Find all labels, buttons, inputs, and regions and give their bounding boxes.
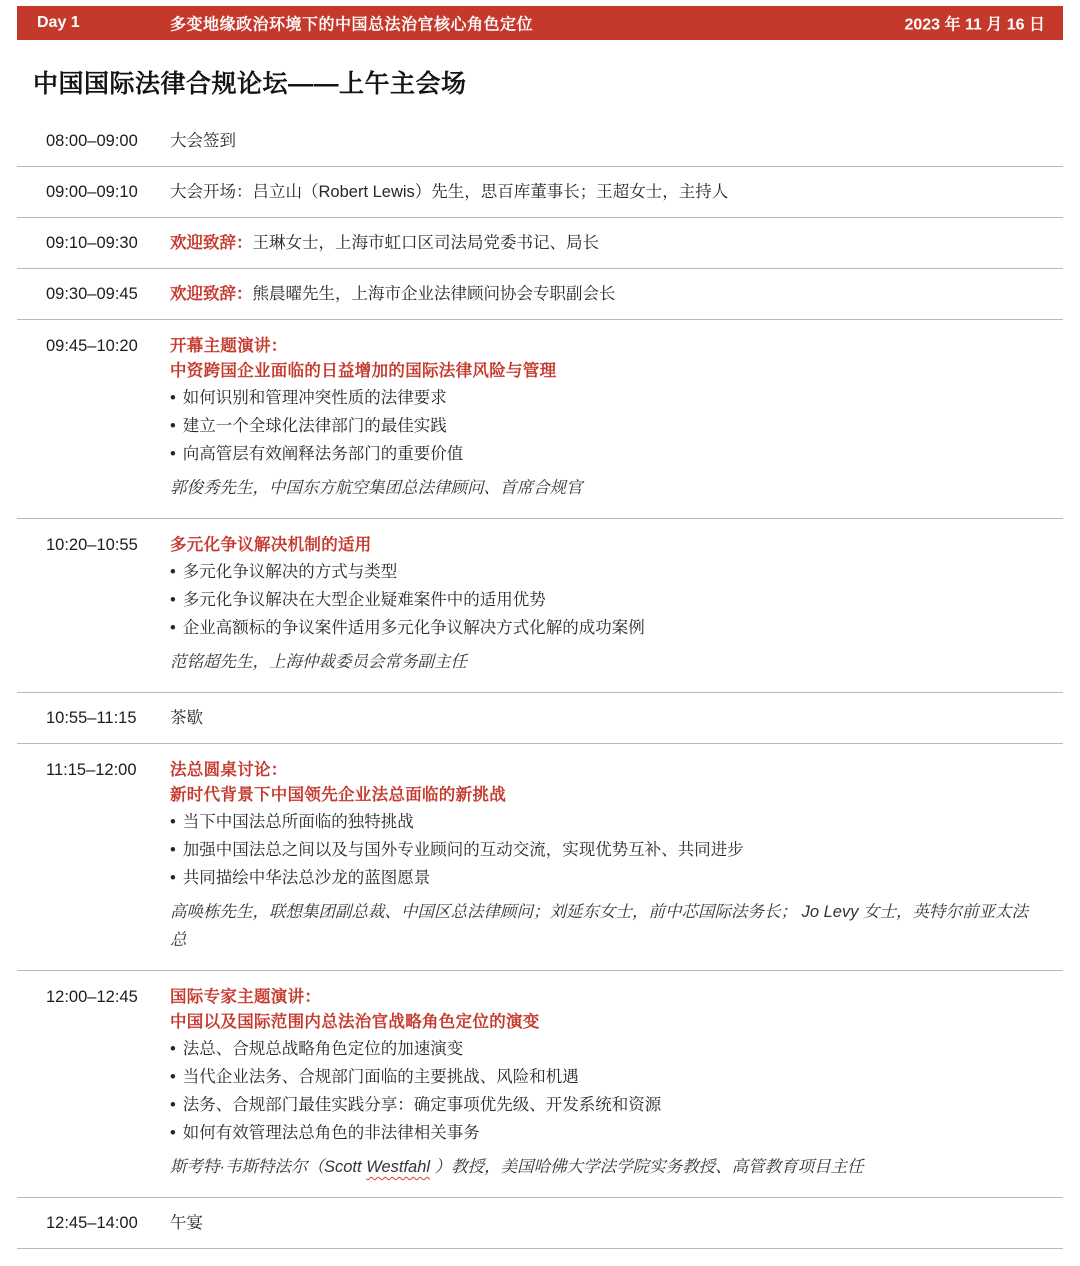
time-slot: 12:45–14:00 bbox=[46, 1214, 138, 1232]
time-slot: 10:55–11:15 bbox=[46, 709, 137, 727]
bullet-icon: • bbox=[170, 591, 176, 609]
session-content bbox=[170, 334, 1063, 502]
session-label: 欢迎致辞： bbox=[170, 234, 253, 252]
bullet-text: 法总、合规总战略角色定位的加速演变 bbox=[182, 1040, 464, 1058]
session-text: 大会签到 bbox=[170, 132, 236, 150]
session-title: 法总圆桌讨论： bbox=[170, 761, 288, 779]
bullet-icon: • bbox=[170, 1096, 176, 1114]
bullet-text: 如何识别和管理冲突性质的法律要求 bbox=[182, 389, 447, 407]
session-title: 国际专家主题演讲： bbox=[170, 988, 322, 1006]
bullet-item bbox=[170, 412, 1039, 440]
session-title: 中国以及国际范围内总法治官战略角色定位的演变 bbox=[170, 1013, 540, 1031]
bullet-icon: • bbox=[170, 417, 176, 435]
day-label: Day 1 bbox=[37, 14, 80, 31]
bullet-item bbox=[170, 808, 1039, 836]
session-line bbox=[170, 130, 1039, 152]
agenda-row bbox=[17, 693, 1063, 744]
bullet-text: 当代企业法务、合规部门面临的主要挑战、风险和机遇 bbox=[182, 1068, 579, 1086]
time-slot: 09:45–10:20 bbox=[46, 337, 138, 355]
time-slot: 10:20–10:55 bbox=[46, 536, 138, 554]
bullet-text: 企业高额标的争议案件适用多元化争议解决方式化解的成功案例 bbox=[182, 619, 645, 637]
session-text: 王琳女士，上海市虹口区司法局党委书记、局长 bbox=[252, 234, 599, 252]
agenda-row bbox=[17, 971, 1063, 1198]
bullet-text: 多元化争议解决在大型企业疑难案件中的适用优势 bbox=[182, 591, 546, 609]
bullet-item bbox=[170, 1035, 1039, 1063]
bullet-text: 法务、合规部门最佳实践分享：确定事项优先级、开发系统和资源 bbox=[182, 1096, 662, 1114]
bullet-item bbox=[170, 586, 1039, 614]
day-header-bar bbox=[17, 6, 1063, 40]
speaker-line: 高唤栋先生，联想集团副总裁、中国区总法律顾问；刘延东女士，前中芯国际法务长； Jo Levy 女士，英特尔前亚太法总 bbox=[170, 903, 1029, 949]
bullet-item bbox=[170, 614, 1039, 642]
session-line bbox=[170, 1212, 1039, 1234]
bullet-text: 多元化争议解决的方式与类型 bbox=[182, 563, 398, 581]
session-title: 中资跨国企业面临的日益增加的国际法律风险与管理 bbox=[170, 362, 557, 380]
time-slot: 09:10–09:30 bbox=[46, 234, 138, 252]
bullet-item bbox=[170, 440, 1039, 468]
session-content bbox=[170, 707, 1063, 729]
session-content bbox=[170, 232, 1063, 254]
session-title: 多元化争议解决机制的适用 bbox=[170, 536, 372, 554]
bullet-item bbox=[170, 558, 1039, 586]
speaker-line bbox=[170, 1153, 1039, 1181]
bullet-text: 建立一个全球化法律部门的最佳实践 bbox=[182, 417, 447, 435]
bullet-icon: • bbox=[170, 841, 176, 859]
session-content bbox=[170, 181, 1063, 203]
speaker-text-part: 斯考特·韦斯特法尔（Scott bbox=[170, 1158, 367, 1176]
page-title: 中国国际法律合规论坛——上午主会场 bbox=[33, 70, 467, 98]
agenda-row bbox=[17, 269, 1063, 320]
bullet-icon: • bbox=[170, 563, 176, 581]
bullet-item bbox=[170, 384, 1039, 412]
bullet-icon: • bbox=[170, 813, 176, 831]
session-content bbox=[170, 283, 1063, 305]
session-line bbox=[170, 232, 1039, 254]
session-label: 欢迎致辞： bbox=[170, 285, 253, 303]
bullet-text: 当下中国法总所面临的独特挑战 bbox=[182, 813, 414, 831]
session-text: 茶歇 bbox=[170, 709, 203, 727]
bullet-icon: • bbox=[170, 389, 176, 407]
agenda-row bbox=[17, 320, 1063, 519]
bullet-text: 向高管层有效阐释法务部门的重要价值 bbox=[182, 445, 464, 463]
agenda-row bbox=[17, 167, 1063, 218]
session-text: 大会开场：吕立山（Robert Lewis）先生，思百库董事长；王超女士，主持人 bbox=[170, 183, 729, 201]
session-text: 午宴 bbox=[170, 1214, 203, 1232]
session-content bbox=[170, 758, 1063, 954]
agenda-row bbox=[17, 116, 1063, 167]
bullet-item bbox=[170, 864, 1039, 892]
time-slot: 08:00–09:00 bbox=[46, 132, 138, 150]
session-line bbox=[170, 707, 1039, 729]
agenda-row bbox=[17, 519, 1063, 693]
time-slot: 09:30–09:45 bbox=[46, 285, 138, 303]
session-content bbox=[170, 1212, 1063, 1234]
agenda-table bbox=[17, 116, 1063, 1249]
session-line bbox=[170, 283, 1039, 305]
speaker-text-part: Westfahl bbox=[366, 1158, 431, 1176]
bullet-icon: • bbox=[170, 445, 176, 463]
agenda-row bbox=[17, 1198, 1063, 1249]
session-text: 熊晨曜先生，上海市企业法律顾问协会专职副会长 bbox=[252, 285, 616, 303]
day-theme-title: 多变地缘政治环境下的中国总法治官核心角色定位 bbox=[170, 16, 534, 34]
bullet-item bbox=[170, 1063, 1039, 1091]
session-content bbox=[170, 985, 1063, 1181]
time-slot: 12:00–12:45 bbox=[46, 988, 138, 1006]
day-date: 2023 年 11 月 16 日 bbox=[904, 16, 1045, 34]
bullet-text: 如何有效管理法总角色的非法律相关事务 bbox=[182, 1124, 480, 1142]
speaker-line: 郭俊秀先生，中国东方航空集团总法律顾问、首席合规官 bbox=[170, 479, 583, 497]
bullet-text: 共同描绘中华法总沙龙的蓝图愿景 bbox=[182, 869, 431, 887]
session-title: 新时代背景下中国领先企业法总面临的新挑战 bbox=[170, 786, 506, 804]
bullet-text: 加强中国法总之间以及与国外专业顾问的互动交流，实现优势互补、共同进步 bbox=[182, 841, 744, 859]
speaker-text-part: ）教授，美国哈佛大学法学院实务教授、高管教育项目主任 bbox=[430, 1158, 864, 1176]
bullet-icon: • bbox=[170, 619, 176, 637]
session-line bbox=[170, 181, 1039, 203]
time-slot: 09:00–09:10 bbox=[46, 183, 138, 201]
session-title: 开幕主题演讲： bbox=[170, 337, 288, 355]
bullet-item bbox=[170, 1091, 1039, 1119]
time-slot: 11:15–12:00 bbox=[46, 761, 137, 779]
session-content bbox=[170, 130, 1063, 152]
agenda-row bbox=[17, 744, 1063, 971]
bullet-icon: • bbox=[170, 1068, 176, 1086]
bullet-icon: • bbox=[170, 869, 176, 887]
agenda-row bbox=[17, 218, 1063, 269]
bullet-item bbox=[170, 1119, 1039, 1147]
bullet-icon: • bbox=[170, 1124, 176, 1142]
session-content bbox=[170, 533, 1063, 676]
bullet-item bbox=[170, 836, 1039, 864]
speaker-line: 范铭超先生，上海仲裁委员会常务副主任 bbox=[170, 653, 467, 671]
bullet-icon: • bbox=[170, 1040, 176, 1058]
